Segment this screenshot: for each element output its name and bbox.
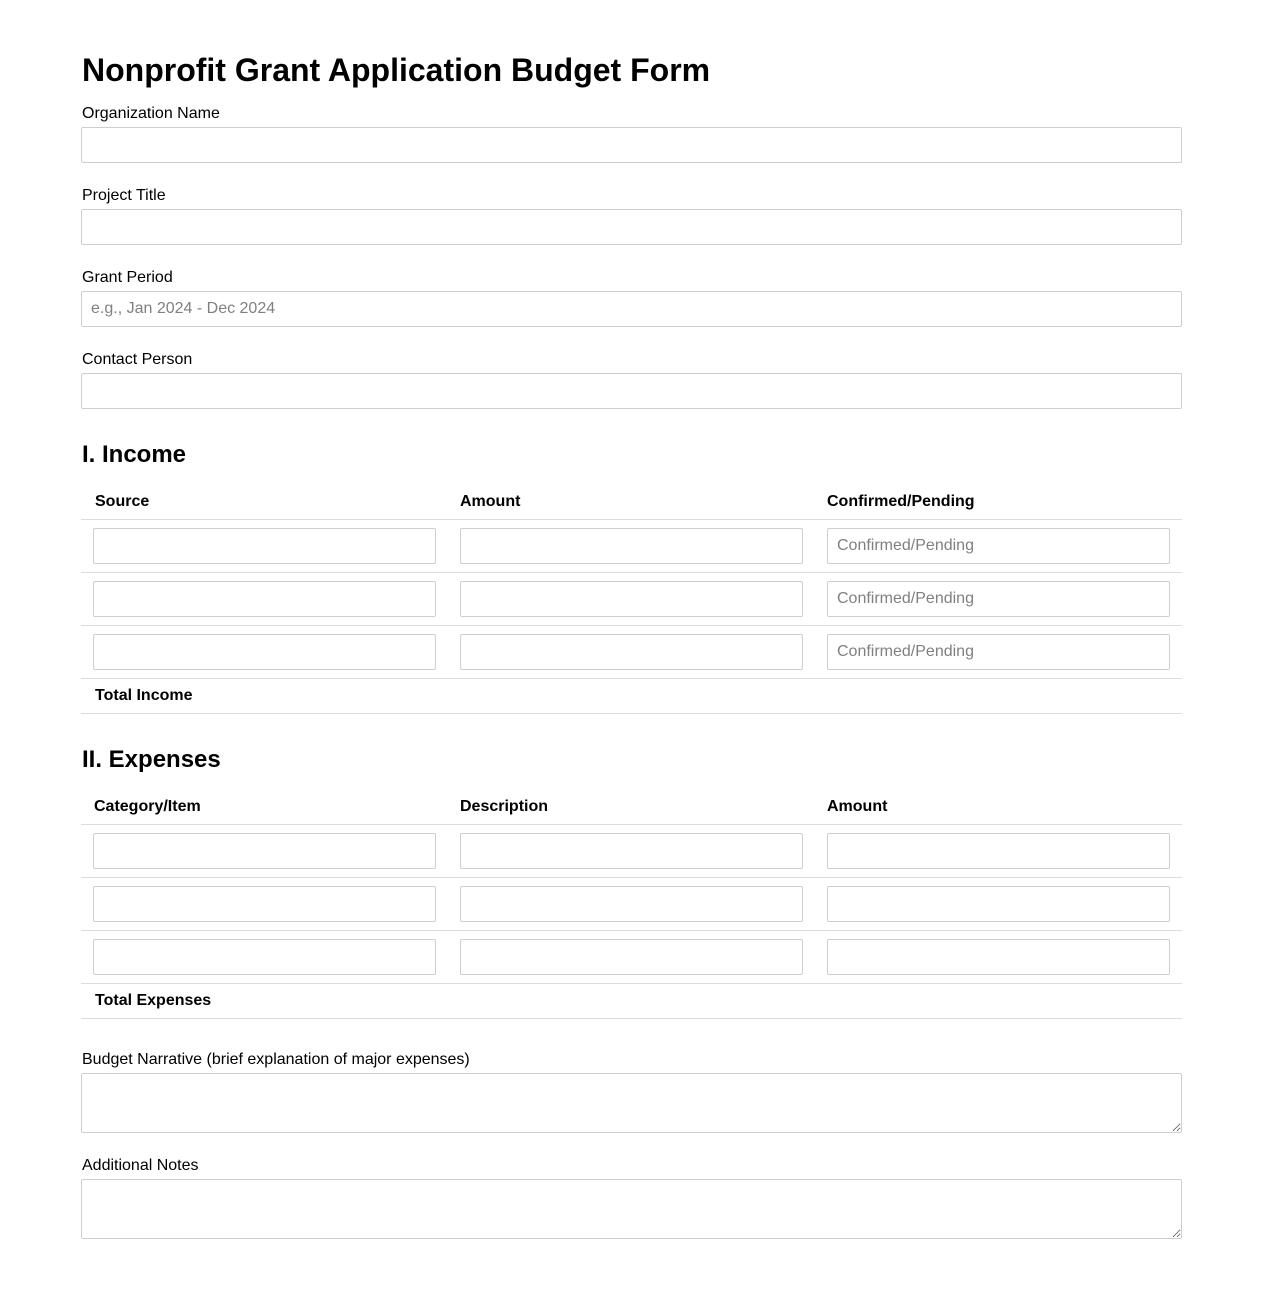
expense-description-input[interactable]: [460, 833, 803, 869]
expenses-col-category: Category/Item: [94, 798, 201, 815]
organization-name-input[interactable]: [81, 127, 1182, 163]
organization-name-label: Organization Name: [82, 105, 220, 122]
divider: [81, 983, 1182, 984]
income-amount-input[interactable]: [460, 528, 803, 564]
expense-amount-input[interactable]: [827, 939, 1170, 975]
income-status-input[interactable]: [827, 528, 1170, 564]
income-heading: I. Income: [82, 441, 187, 468]
project-title-input[interactable]: [81, 209, 1182, 245]
income-amount-input[interactable]: [460, 581, 803, 617]
divider: [81, 824, 1182, 825]
project-title-label: Project Title: [82, 187, 166, 204]
total-expenses-label: Total Expenses: [95, 992, 212, 1009]
expenses-col-amount: Amount: [827, 798, 888, 815]
additional-notes-textarea[interactable]: [81, 1179, 1182, 1239]
contact-person-label: Contact Person: [82, 351, 193, 368]
income-col-amount: Amount: [460, 493, 521, 510]
contact-person-input[interactable]: [81, 373, 1182, 409]
budget-narrative-label: Budget Narrative (brief explanation of major expenses): [82, 1051, 470, 1068]
budget-narrative-textarea[interactable]: [81, 1073, 1182, 1133]
expense-category-input[interactable]: [93, 833, 436, 869]
total-income-label: Total Income: [95, 687, 193, 704]
income-source-input[interactable]: [93, 634, 436, 670]
divider: [81, 572, 1182, 573]
income-status-input[interactable]: [827, 581, 1170, 617]
divider: [81, 930, 1182, 931]
income-status-input[interactable]: [827, 634, 1170, 670]
divider: [81, 678, 1182, 679]
divider: [81, 1018, 1182, 1019]
expense-description-input[interactable]: [460, 939, 803, 975]
expense-amount-input[interactable]: [827, 833, 1170, 869]
expense-description-input[interactable]: [460, 886, 803, 922]
divider: [81, 877, 1182, 878]
divider: [81, 519, 1182, 520]
grant-period-input[interactable]: [81, 291, 1182, 327]
income-source-input[interactable]: [93, 581, 436, 617]
expense-category-input[interactable]: [93, 886, 436, 922]
divider: [81, 625, 1182, 626]
page-title: Nonprofit Grant Application Budget Form: [82, 52, 711, 88]
expenses-col-description: Description: [460, 798, 549, 815]
income-source-input[interactable]: [93, 528, 436, 564]
divider: [81, 713, 1182, 714]
grant-period-label: Grant Period: [82, 269, 173, 286]
expense-amount-input[interactable]: [827, 886, 1170, 922]
income-col-source: Source: [95, 493, 150, 510]
income-col-status: Confirmed/Pending: [827, 493, 975, 510]
expenses-heading: II. Expenses: [82, 746, 221, 773]
expense-category-input[interactable]: [93, 939, 436, 975]
income-amount-input[interactable]: [460, 634, 803, 670]
additional-notes-label: Additional Notes: [82, 1157, 199, 1174]
